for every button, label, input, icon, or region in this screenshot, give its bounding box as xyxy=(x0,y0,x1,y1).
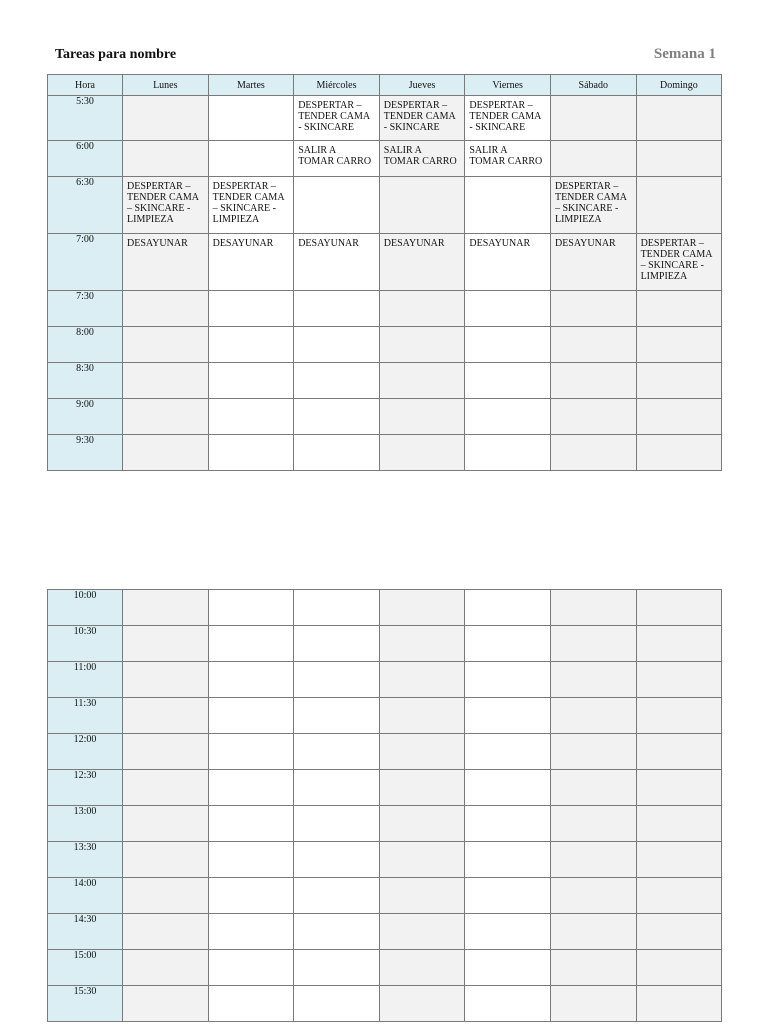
task-text: SALIR A TOMAR CARRO xyxy=(383,145,457,167)
schedule-cell[interactable] xyxy=(123,626,209,662)
schedule-cell[interactable] xyxy=(208,842,294,878)
schedule-cell[interactable] xyxy=(379,842,465,878)
task-text xyxy=(294,291,379,297)
table-row xyxy=(48,291,722,327)
schedule-cell[interactable] xyxy=(550,590,636,626)
schedule-cell[interactable] xyxy=(636,770,722,806)
schedule-cell[interactable] xyxy=(208,986,294,1022)
schedule-cell[interactable] xyxy=(550,770,636,806)
schedule-cell[interactable] xyxy=(123,96,209,141)
hour-cell: 15:00 xyxy=(48,950,123,986)
schedule-cell[interactable] xyxy=(636,435,722,471)
task-text xyxy=(380,291,465,297)
schedule-cell[interactable] xyxy=(465,291,551,327)
schedule-cell[interactable] xyxy=(465,878,551,914)
schedule-cell[interactable] xyxy=(123,734,209,770)
schedule-cell[interactable] xyxy=(123,435,209,471)
schedule-cell[interactable] xyxy=(379,234,465,291)
schedule-cell[interactable] xyxy=(123,878,209,914)
task-text xyxy=(209,363,294,369)
schedule-cell[interactable] xyxy=(208,914,294,950)
task-text xyxy=(380,363,465,369)
schedule-cell[interactable] xyxy=(636,234,722,291)
task-text xyxy=(380,399,465,405)
task-text xyxy=(123,399,208,405)
table-row xyxy=(48,96,722,141)
task-text: DESAYUNAR xyxy=(127,238,188,249)
schedule-cell[interactable] xyxy=(379,399,465,435)
schedule-cell[interactable] xyxy=(294,842,380,878)
week-label: Semana 1 xyxy=(653,46,716,62)
task-text xyxy=(294,399,379,405)
schedule-cell[interactable] xyxy=(550,878,636,914)
schedule-cell[interactable] xyxy=(379,662,465,698)
schedule-cell[interactable] xyxy=(294,626,380,662)
schedule-cell[interactable] xyxy=(379,435,465,471)
schedule-cell[interactable] xyxy=(123,327,209,363)
task-text xyxy=(551,363,636,369)
schedule-cell[interactable] xyxy=(379,986,465,1022)
task-text xyxy=(123,291,208,297)
task-text: DESAYUNAR xyxy=(383,238,445,249)
task-text xyxy=(123,141,208,147)
task-text xyxy=(637,363,722,369)
schedule-cell[interactable] xyxy=(379,626,465,662)
schedule-cell[interactable] xyxy=(636,399,722,435)
schedule-cell[interactable] xyxy=(208,234,294,291)
table-row xyxy=(48,878,722,914)
hour-cell: 13:00 xyxy=(48,806,123,842)
schedule-cell[interactable] xyxy=(379,291,465,327)
task-text xyxy=(465,399,550,405)
task-text: DESPERTAR – TENDER CAMA - SKINCARE xyxy=(298,100,371,133)
schedule-cell[interactable] xyxy=(636,662,722,698)
schedule-cell[interactable] xyxy=(379,878,465,914)
hour-cell: 8:00 xyxy=(48,327,123,363)
task-text xyxy=(551,327,636,333)
schedule-cell[interactable] xyxy=(123,363,209,399)
schedule-cell[interactable] xyxy=(208,291,294,327)
schedule-cell[interactable] xyxy=(294,734,380,770)
hour-cell: 7:00 xyxy=(48,234,123,291)
task-text xyxy=(637,96,722,102)
schedule-cell[interactable] xyxy=(550,234,636,291)
task-text xyxy=(294,177,379,183)
schedule-cell[interactable] xyxy=(550,96,636,141)
schedule-cell[interactable] xyxy=(465,327,551,363)
task-text: DESAYUNAR xyxy=(212,238,274,249)
page-title: Tareas para nombre xyxy=(55,47,177,62)
schedule-cell[interactable] xyxy=(294,141,380,177)
schedule-cell[interactable] xyxy=(636,96,722,141)
schedule-cell[interactable] xyxy=(550,363,636,399)
task-text xyxy=(209,96,294,102)
table-row xyxy=(48,177,722,234)
task-text: DESAYUNAR xyxy=(298,238,359,249)
task-text xyxy=(465,291,550,297)
task-text xyxy=(551,435,636,441)
task-text: DESPERTAR – TENDER CAMA – SKINCARE - LIMPIEZA xyxy=(127,181,199,225)
schedule-cell[interactable] xyxy=(550,141,636,177)
schedule-cell[interactable] xyxy=(550,327,636,363)
schedule-cell[interactable] xyxy=(465,806,551,842)
table-row xyxy=(48,435,722,471)
task-text xyxy=(637,399,722,405)
schedule-cell[interactable] xyxy=(294,770,380,806)
task-text xyxy=(551,291,636,297)
task-text xyxy=(294,435,379,441)
task-text xyxy=(294,327,379,333)
schedule-cell[interactable] xyxy=(636,141,722,177)
table-row xyxy=(48,842,722,878)
schedule-cell[interactable] xyxy=(550,435,636,471)
table-row xyxy=(48,399,722,435)
schedule-cell[interactable] xyxy=(465,698,551,734)
hour-cell: 12:30 xyxy=(48,770,123,806)
hour-cell: 11:00 xyxy=(48,662,123,698)
task-text xyxy=(209,291,294,297)
task-text: DESPERTAR – TENDER CAMA – SKINCARE - LIMPIEZA xyxy=(212,181,285,225)
table-row xyxy=(48,327,722,363)
col-header-martes: Martes xyxy=(208,75,294,96)
schedule-cell[interactable] xyxy=(123,914,209,950)
schedule-cell[interactable] xyxy=(379,770,465,806)
schedule-cell[interactable] xyxy=(379,734,465,770)
task-text xyxy=(380,177,465,183)
hour-cell: 12:00 xyxy=(48,734,123,770)
hour-cell: 10:00 xyxy=(48,590,123,626)
task-text: DESAYUNAR xyxy=(469,238,531,249)
schedule-cell[interactable] xyxy=(636,914,722,950)
schedule-cell[interactable] xyxy=(465,914,551,950)
task-text: DESAYUNAR xyxy=(554,238,616,249)
col-header-lunes: Lunes xyxy=(123,75,209,96)
schedule-cell[interactable] xyxy=(123,662,209,698)
schedule-cell[interactable] xyxy=(636,177,722,234)
task-text xyxy=(551,96,636,102)
col-header-viernes: Viernes xyxy=(465,75,551,96)
schedule-cell[interactable] xyxy=(294,986,380,1022)
schedule-cell[interactable] xyxy=(123,234,209,291)
schedule-cell[interactable] xyxy=(550,950,636,986)
schedule-cell[interactable] xyxy=(208,806,294,842)
schedule-cell[interactable] xyxy=(123,950,209,986)
schedule-cell[interactable] xyxy=(123,842,209,878)
schedule-cell[interactable] xyxy=(294,698,380,734)
schedule-cell[interactable] xyxy=(208,662,294,698)
task-text: DESPERTAR – TENDER CAMA - SKINCARE xyxy=(469,100,542,133)
hour-cell: 6:30 xyxy=(48,177,123,234)
schedule-cell[interactable] xyxy=(294,234,380,291)
hour-cell: 9:00 xyxy=(48,399,123,435)
task-text xyxy=(123,327,208,333)
schedule-cell[interactable] xyxy=(294,435,380,471)
task-text xyxy=(209,399,294,405)
schedule-cell[interactable] xyxy=(465,234,551,291)
hour-cell: 6:00 xyxy=(48,141,123,177)
schedule-cell[interactable] xyxy=(379,363,465,399)
schedule-cell[interactable] xyxy=(550,662,636,698)
table-row xyxy=(48,770,722,806)
task-text xyxy=(380,435,465,441)
schedule-cell[interactable] xyxy=(208,177,294,234)
schedule-cell[interactable] xyxy=(123,698,209,734)
schedule-cell[interactable] xyxy=(379,698,465,734)
table-row xyxy=(48,626,722,662)
header-row xyxy=(48,75,722,96)
schedule-cell[interactable] xyxy=(550,291,636,327)
schedule-cell[interactable] xyxy=(636,363,722,399)
schedule-cell[interactable] xyxy=(294,590,380,626)
task-text: DESPERTAR – TENDER CAMA - SKINCARE xyxy=(383,100,456,133)
table-row xyxy=(48,986,722,1022)
schedule-cell[interactable] xyxy=(465,986,551,1022)
schedule-cell[interactable] xyxy=(636,986,722,1022)
schedule-cell[interactable] xyxy=(465,363,551,399)
task-text xyxy=(209,141,294,147)
table-row xyxy=(48,363,722,399)
schedule-cell[interactable] xyxy=(379,96,465,141)
schedule-cell[interactable] xyxy=(208,399,294,435)
table-row xyxy=(48,590,722,626)
schedule-cell[interactable] xyxy=(123,177,209,234)
task-text xyxy=(465,327,550,333)
task-text: SALIR A TOMAR CARRO xyxy=(469,145,543,167)
task-text xyxy=(465,177,550,183)
col-header-sabado: Sábado xyxy=(550,75,636,96)
schedule-cell[interactable] xyxy=(550,177,636,234)
table-row xyxy=(48,734,722,770)
task-text xyxy=(380,327,465,333)
hour-cell: 14:00 xyxy=(48,878,123,914)
task-text xyxy=(637,435,722,441)
hour-cell: 7:30 xyxy=(48,291,123,327)
schedule-table-bottom xyxy=(47,589,722,1022)
hour-cell: 9:30 xyxy=(48,435,123,471)
schedule-cell[interactable] xyxy=(636,878,722,914)
task-text xyxy=(465,363,550,369)
schedule-cell[interactable] xyxy=(465,399,551,435)
table-row xyxy=(48,662,722,698)
schedule-cell[interactable] xyxy=(465,96,551,141)
task-text xyxy=(465,435,550,441)
table-row xyxy=(48,806,722,842)
schedule-cell[interactable] xyxy=(636,626,722,662)
schedule-cell[interactable] xyxy=(636,734,722,770)
task-text xyxy=(209,435,294,441)
hour-cell: 11:30 xyxy=(48,698,123,734)
schedule-cell[interactable] xyxy=(465,435,551,471)
col-header-jueves: Jueves xyxy=(379,75,465,96)
schedule-cell[interactable] xyxy=(208,878,294,914)
hour-cell: 15:30 xyxy=(48,986,123,1022)
schedule-cell[interactable] xyxy=(550,806,636,842)
schedule-cell[interactable] xyxy=(379,914,465,950)
col-header-miercoles: Miércoles xyxy=(294,75,380,96)
schedule-cell[interactable] xyxy=(550,734,636,770)
schedule-cell[interactable] xyxy=(123,590,209,626)
schedule-cell[interactable] xyxy=(208,734,294,770)
schedule-cell[interactable] xyxy=(465,842,551,878)
hour-cell: 10:30 xyxy=(48,626,123,662)
task-text: DESPERTAR – TENDER CAMA – SKINCARE - LIMPIEZA xyxy=(554,181,627,225)
schedule-cell[interactable] xyxy=(465,626,551,662)
task-text xyxy=(123,96,208,102)
task-text xyxy=(551,399,636,405)
schedule-cell[interactable] xyxy=(294,291,380,327)
schedule-cell[interactable] xyxy=(208,950,294,986)
schedule-cell[interactable] xyxy=(294,399,380,435)
task-text xyxy=(551,141,636,147)
schedule-cell[interactable] xyxy=(208,590,294,626)
schedule-cell[interactable] xyxy=(636,698,722,734)
schedule-cell[interactable] xyxy=(123,986,209,1022)
schedule-cell[interactable] xyxy=(294,363,380,399)
task-text xyxy=(209,327,294,333)
schedule-cell[interactable] xyxy=(123,806,209,842)
schedule-cell[interactable] xyxy=(636,806,722,842)
schedule-cell[interactable] xyxy=(550,698,636,734)
schedule-cell[interactable] xyxy=(465,141,551,177)
schedule-cell[interactable] xyxy=(379,590,465,626)
hour-cell: 14:30 xyxy=(48,914,123,950)
col-header-domingo: Domingo xyxy=(636,75,722,96)
task-text xyxy=(123,435,208,441)
table-row xyxy=(48,950,722,986)
table-row xyxy=(48,698,722,734)
task-text xyxy=(637,291,722,297)
schedule-cell[interactable] xyxy=(208,96,294,141)
schedule-cell[interactable] xyxy=(465,770,551,806)
task-text: SALIR A TOMAR CARRO xyxy=(298,145,372,167)
schedule-cell[interactable] xyxy=(550,626,636,662)
schedule-cell[interactable] xyxy=(379,806,465,842)
schedule-cell[interactable] xyxy=(636,327,722,363)
col-header-hora: Hora xyxy=(48,75,123,96)
schedule-cell[interactable] xyxy=(465,662,551,698)
schedule-cell[interactable] xyxy=(379,177,465,234)
schedule-cell[interactable] xyxy=(208,141,294,177)
hour-cell: 13:30 xyxy=(48,842,123,878)
schedule-table-top xyxy=(47,74,722,471)
schedule-cell[interactable] xyxy=(294,878,380,914)
schedule-cell[interactable] xyxy=(123,141,209,177)
schedule-cell[interactable] xyxy=(465,950,551,986)
schedule-cell[interactable] xyxy=(636,842,722,878)
schedule-cell[interactable] xyxy=(208,435,294,471)
schedule-cell[interactable] xyxy=(636,590,722,626)
schedule-cell[interactable] xyxy=(294,950,380,986)
hour-cell: 5:30 xyxy=(48,96,123,141)
task-text xyxy=(637,327,722,333)
schedule-cell[interactable] xyxy=(123,770,209,806)
schedule-cell[interactable] xyxy=(208,698,294,734)
schedule-cell[interactable] xyxy=(294,914,380,950)
schedule-cell[interactable] xyxy=(636,950,722,986)
schedule-cell[interactable] xyxy=(465,590,551,626)
schedule-cell[interactable] xyxy=(123,399,209,435)
schedule-cell[interactable] xyxy=(208,363,294,399)
schedule-cell[interactable] xyxy=(208,327,294,363)
schedule-cell[interactable] xyxy=(294,177,380,234)
schedule-cell[interactable] xyxy=(294,806,380,842)
schedule-cell[interactable] xyxy=(465,734,551,770)
task-text: DESPERTAR – TENDER CAMA – SKINCARE - LIMPIEZA xyxy=(640,238,713,282)
schedule-cell[interactable] xyxy=(294,662,380,698)
task-text xyxy=(637,177,722,183)
table-row xyxy=(48,141,722,177)
table-row xyxy=(48,234,722,291)
schedule-cell[interactable] xyxy=(550,986,636,1022)
schedule-cell[interactable] xyxy=(379,950,465,986)
schedule-cell[interactable] xyxy=(123,291,209,327)
task-text xyxy=(637,141,722,147)
schedule-cell[interactable] xyxy=(208,770,294,806)
schedule-cell[interactable] xyxy=(208,626,294,662)
schedule-cell[interactable] xyxy=(294,96,380,141)
task-text xyxy=(294,363,379,369)
schedule-cell[interactable] xyxy=(465,177,551,234)
schedule-cell[interactable] xyxy=(550,842,636,878)
schedule-cell[interactable] xyxy=(379,327,465,363)
schedule-cell[interactable] xyxy=(294,327,380,363)
table-row xyxy=(48,914,722,950)
schedule-cell[interactable] xyxy=(550,914,636,950)
hour-cell: 8:30 xyxy=(48,363,123,399)
schedule-cell[interactable] xyxy=(636,291,722,327)
task-text xyxy=(123,363,208,369)
schedule-cell[interactable] xyxy=(379,141,465,177)
schedule-cell[interactable] xyxy=(550,399,636,435)
